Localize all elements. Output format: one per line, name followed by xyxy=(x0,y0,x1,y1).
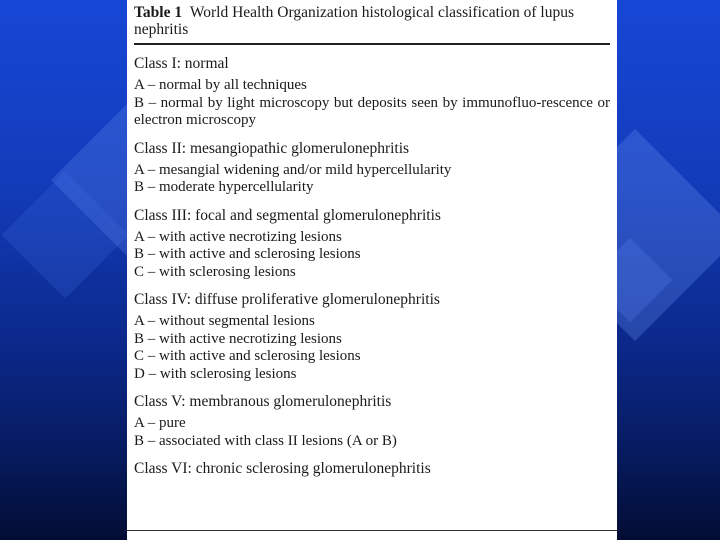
class-heading: Class I: normal xyxy=(134,55,229,72)
table-number: Table 1 xyxy=(134,4,183,21)
class-heading: Class III: focal and segmental glomerulonephritis xyxy=(134,206,441,224)
subclass-item: A – without segmental lesions xyxy=(134,313,315,329)
class-heading: Class VI: chronic sclerosing glomerulonephritis xyxy=(134,460,431,477)
table-page xyxy=(127,0,617,540)
subclass-item: B – with active necrotizing lesions xyxy=(134,330,342,347)
class-section xyxy=(134,393,610,450)
class-section xyxy=(134,140,610,197)
subclass-item: D – with sclerosing lesions xyxy=(134,365,297,382)
class-heading: Class V: membranous glomerulonephritis xyxy=(134,393,392,410)
table-content xyxy=(134,4,610,487)
subclass-item: B – with active and sclerosing lesions xyxy=(134,246,361,262)
class-section xyxy=(134,291,610,383)
class-heading: Class II: mesangiopathic glomerulonephritis xyxy=(134,139,410,157)
table-title-text: World Health Organization histological classification of lupus nephritis xyxy=(134,4,575,38)
subclass-item: B – normal by light microscopy but deposits seen by immunofluo-rescence or electron microscopy xyxy=(134,94,610,128)
class-section xyxy=(134,207,610,282)
subclass-item: A – mesangial widening and/or mild hypercellularity xyxy=(134,161,452,178)
subclass-item: C – with active and sclerosing lesions xyxy=(134,348,361,364)
class-heading: Class IV: diffuse proliferative glomerulonephritis xyxy=(134,291,440,308)
subclass-item: A – normal by all techniques xyxy=(134,77,307,93)
class-section xyxy=(134,55,610,130)
table-title xyxy=(134,4,610,38)
subclass-item: C – with sclerosing lesions xyxy=(134,263,296,280)
subclass-item: A – with active necrotizing lesions xyxy=(134,228,342,245)
table-bottom-rule xyxy=(127,530,617,531)
table-header-rule xyxy=(134,43,610,45)
subclass-item: B – associated with class II lesions (A or B) xyxy=(134,432,397,449)
class-section xyxy=(134,460,610,477)
subclass-item: B – moderate hypercellularity xyxy=(134,179,314,195)
subclass-item: A – pure xyxy=(134,415,186,431)
